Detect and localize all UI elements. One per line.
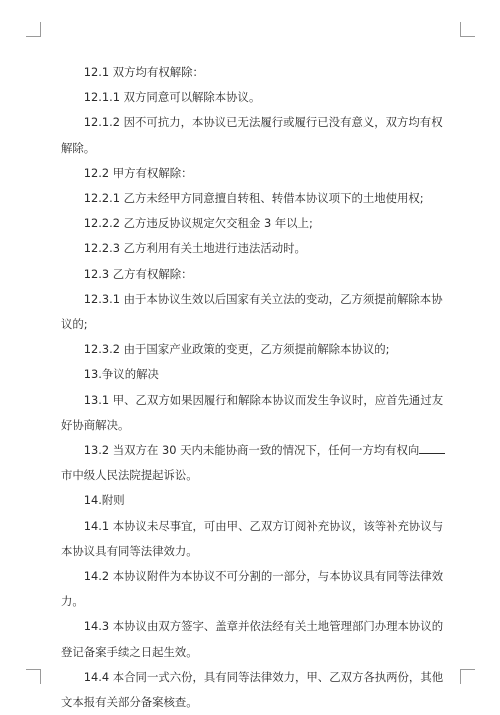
clause-12-3-2: 12.3.2 由于国家产业政策的变更，乙方须提前解除本协议的;: [83, 342, 390, 357]
clause-13-2-text-after: 市中级人民法院提起诉讼。: [61, 468, 198, 483]
crop-mark-top-right: [460, 22, 475, 37]
clause-12-3: 12.3 乙方有权解除：: [83, 266, 193, 281]
section-13-heading: 13.争议的解决: [83, 367, 159, 382]
section-14-heading: 14.附则: [83, 493, 125, 508]
clause-12-2-2: 12.2.2 乙方违反协议规定欠交租金 3 年以上;: [83, 216, 313, 231]
clause-12-3-1: 12.3.1 由于本协议生效以后国家有关立法的变动，乙方须提前解除本协议的;: [61, 291, 443, 332]
fill-in-blank: [419, 442, 445, 454]
clause-12-2-3: 12.2.3 乙方利用有关土地进行违法活动时。: [83, 241, 306, 256]
crop-mark-bottom-left: [26, 669, 41, 684]
clause-13-2-text-before: 13.2 当双方在 30 天内未能协商一致的情况下，任何一方均有权向: [83, 443, 420, 458]
clause-13-1: 13.1 甲、乙双方如果因履行和解除本协议而发生争议时，应首先通过友好协商解决。: [61, 392, 444, 432]
clause-14-4: 14.4 本合同一式六份，具有同等法律效力，甲、乙双方各执两份，其他文本报有关部分备案核查。: [61, 669, 444, 710]
clause-12-2: 12.2 甲方有权解除：: [83, 165, 193, 180]
clause-12-1-2: 12.1.2 因不可抗力，本协议已无法履行或履行已没有意义，双方均有权解除。: [61, 115, 443, 155]
clause-14-1: 14.1 本协议未尽事宜，可由甲、乙双方订阅补充协议，该等补充协议与本协议具有同等法律效力。: [61, 518, 444, 558]
document-body: [61, 60, 451, 715]
crop-mark-top-left: [26, 22, 41, 37]
clause-12-1: 12.1 双方均有权解除：: [83, 65, 204, 79]
clause-12-1-1: 12.1.1 双方同意可以解除本协议。: [83, 90, 261, 105]
clause-14-3: 14.3 本协议由双方签字、盖章并依法经有关土地管理部门办理本协议的登记备案手续之日起生效。: [61, 619, 444, 659]
clause-12-2-1: 12.2.1 乙方未经甲方同意擅自转租、转借本协议项下的土地使用权;: [83, 191, 424, 206]
clause-13-2: [61, 438, 451, 488]
crop-mark-bottom-right: [460, 669, 475, 684]
clause-14-2: 14.2 本协议附件为本协议不可分割的一部分，与本协议具有同等法律效力。: [61, 569, 444, 609]
